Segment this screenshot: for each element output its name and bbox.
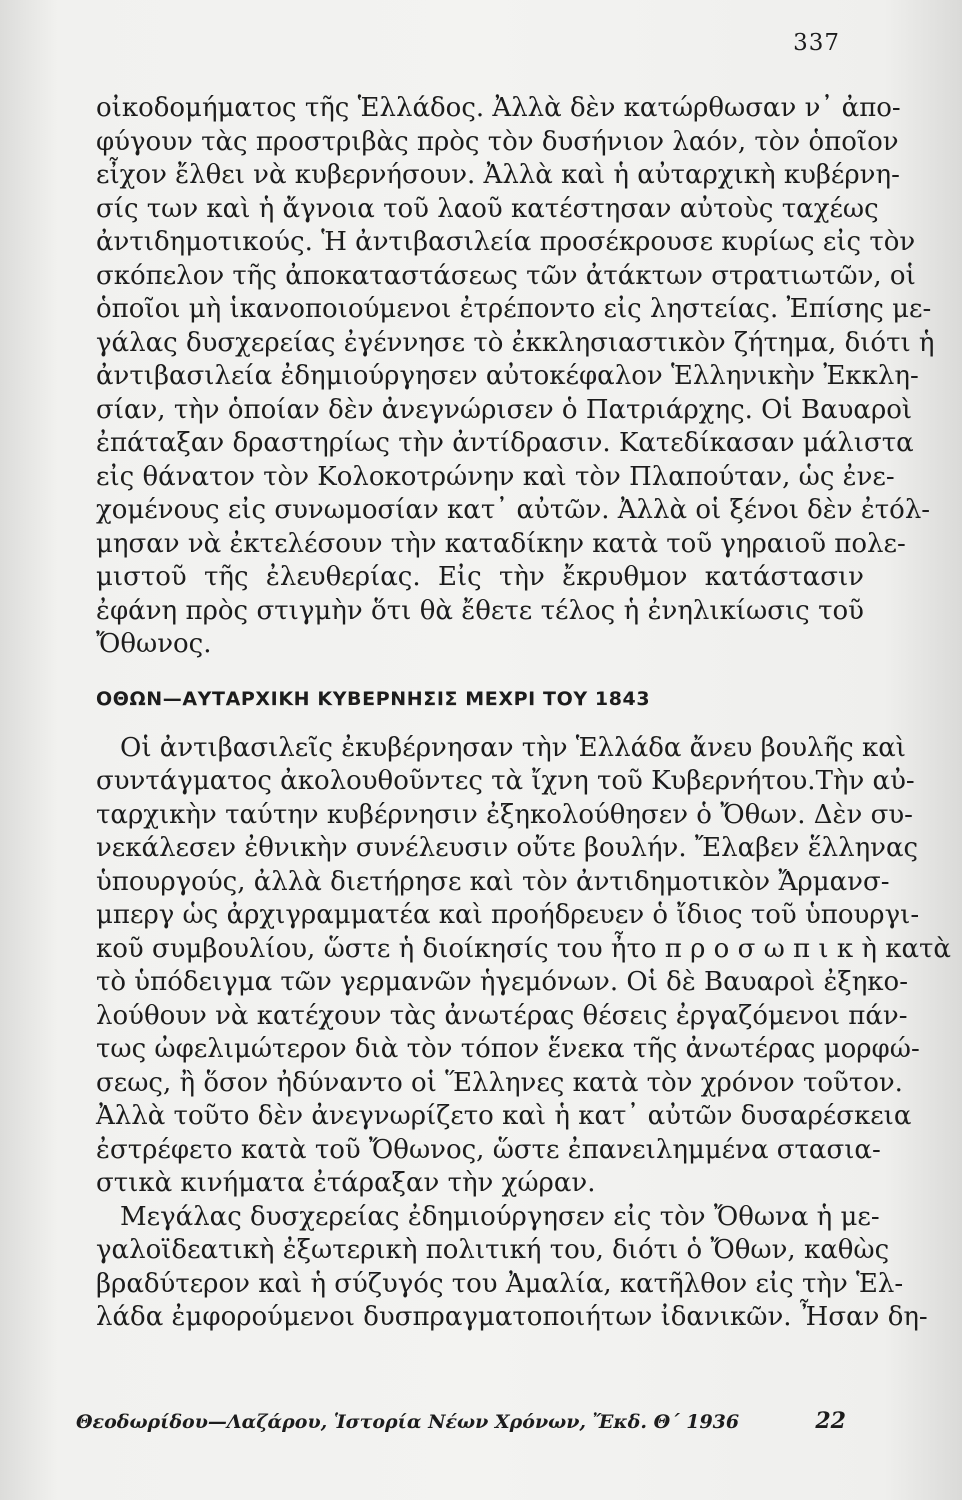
text-line: συντάγματος ἀκολουθοῦντες τὰ ἴχνη τοῦ Κυβερνήτου.Τὴν αὐ-	[96, 766, 915, 796]
text-line: ὑπουργούς, ἀλλὰ διετήρησε καὶ τὸν ἀντιδημοτικὸν Ἄρμανσ-	[96, 866, 890, 897]
paragraph-3	[96, 1201, 928, 1335]
footer-citation: Θεοδωρίδου—Λαζάρου, Ἱστορία Νέων Χρόνων, Ἔκδ. Θ΄ 1936	[76, 1411, 740, 1433]
text-line: Ὄθωνος.	[96, 629, 212, 659]
text-line: μπεργ ὡς ἀρχιγραμματέα καὶ προήδρευεν ὁ ἴδιος τοῦ ὑπουργι-	[96, 900, 920, 930]
paragraph-1	[96, 92, 935, 662]
text-line: τὸ ὑπόδειγμα τῶν γερμανῶν ἡγεμόνων. Οἱ δὲ Βαυαροὶ ἐξηκο-	[96, 967, 908, 997]
text-line: ἀντιβασιλεία ἐδημιούργησεν αὐτοκέφαλον Ἑλληνικὴν Ἐκκλη-	[96, 361, 919, 391]
text-line: εἰς θάνατον τὸν Κολοκοτρώνην καὶ τὸν Πλαπούταν, ὡς ἐνε-	[96, 461, 895, 492]
text-line: φύγουν τὰς προστριβὰς πρὸς τὸν δυσήνιον λαόν, τὸν ὁποῖον	[96, 126, 899, 157]
page-number: 337	[793, 30, 840, 56]
page-footer	[76, 1408, 846, 1434]
text-line: γάλας δυσχερείας ἐγέννησε τὸ ἐκκλησιαστικὸν ζήτημα, διότι ἡ	[96, 327, 935, 358]
text-line: λάδα ἐμφορούμενοι δυσπραγματοποιήτων ἰδανικῶν. Ἦσαν δη-	[96, 1302, 928, 1332]
text-line: βραδύτερον καὶ ἡ σύζυγός του Ἀμαλία, κατῆλθον εἰς τὴν Ἑλ-	[96, 1268, 904, 1299]
text-line: σίς των καὶ ἡ ἄγνοια τοῦ λαοῦ κατέστησαν αὐτοὺς ταχέως	[96, 193, 879, 224]
text-line: ἐπάταξαν δραστηρίως τὴν ἀντίδρασιν. Κατεδίκασαν μάλιστα	[96, 428, 914, 458]
text-line: μησαν νὰ ἐκτελέσουν τὴν καταδίκην κατὰ τοῦ γηραιοῦ πολε-	[96, 528, 906, 559]
text-line: γαλοϊδεατικὴ ἐξωτερικὴ πολιτική του, διότι ὁ Ὄθων, καθὼς	[96, 1235, 890, 1265]
text-line: λούθουν νὰ κατέχουν τὰς ἀνωτέρας θέσεις ἐργαζόμενοι πάν-	[96, 1000, 908, 1031]
paragraph-2	[96, 732, 951, 1201]
text-line: ὁποῖοι μὴ ἱκανοποιούμενοι ἐτρέποντο εἰς ληστείας. Ἐπίσης με-	[96, 294, 932, 324]
body-text	[96, 92, 951, 1335]
text-line: σίαν, τὴν ὁποίαν δὲν ἀνεγνώρισεν ὁ Πατριάρχης. Οἱ Βαυαροὶ	[96, 394, 913, 425]
text-line: ἐφάνη πρὸς στιγμὴν ὅτι θὰ ἔθετε τέλος ἡ ἐνηλικίωσις τοῦ	[96, 595, 864, 626]
text-line: Μεγάλας δυσχερείας ἐδημιούργησεν εἰς τὸν Ὄθωνα ἡ με-	[120, 1201, 880, 1232]
text-line: στικὰ κινήματα ἐτάραξαν τὴν χώραν.	[96, 1168, 596, 1198]
text-line: οἰκοδομήματος τῆς Ἑλλάδος. Ἀλλὰ δὲν κατώρθωσαν ν᾽ ἀπο-	[96, 93, 901, 123]
text-line: ἐστρέφετο κατὰ τοῦ Ὄθωνος, ὥστε ἐπανειλημμένα στασια-	[96, 1134, 881, 1165]
text-line: σκόπελον τῆς ἀποκαταστάσεως τῶν ἀτάκτων στρατιωτῶν, οἱ	[96, 260, 916, 291]
text-line: εἶχον ἔλθει νὰ κυβερνήσουν. Ἀλλὰ καὶ ἡ αὐταρχικὴ κυβέρνη-	[96, 160, 900, 190]
text-line: νεκάλεσεν ἐθνικὴν συνέλευσιν οὔτε βουλήν. Ἔλαβεν ἕλληνας	[96, 833, 919, 863]
text-line: σεως, ἢ ὅσον ἠδύναντο οἱ Ἕλληνες κατὰ τὸν χρόνον τοῦτον.	[96, 1067, 903, 1098]
text-line: χομένους εἰς συνωμοσίαν κατ᾽ αὐτῶν. Ἀλλὰ οἱ ξένοι δὲν ἐτόλ-	[96, 495, 931, 525]
section-heading: ΟΘΩΝ—ΑΥΤΑΡΧΙΚΗ ΚΥΒΕΡΝΗΣΙΣ ΜΕΧΡΙ ΤΟΥ 1843	[96, 687, 651, 710]
signature-mark: 22	[815, 1408, 846, 1434]
text-line: Ἀλλὰ τοῦτο δὲν ἀνεγνωρίζετο καὶ ἡ κατ᾽ αὐτῶν δυσαρέσκεια	[96, 1101, 912, 1131]
text-line: ἀντιδημοτικούς. Ἡ ἀντιβασιλεία προσέκρουσε κυρίως εἰς τὸν	[96, 227, 916, 257]
text-line: τως ὠφελιμώτερον διὰ τὸν τόπον ἕνεκα τῆς ἀνωτέρας μορφώ-	[96, 1034, 920, 1064]
text-line: μιστοῦ τῆς ἐλευθερίας. Εἰς τὴν ἔκρυθμον κατάστασιν	[96, 562, 864, 592]
text-line: Οἱ ἀντιβασιλεῖς ἐκυβέρνησαν τὴν Ἑλλάδα ἄνευ βουλῆς καὶ	[120, 732, 906, 763]
text-line: κοῦ συμβουλίου, ὥστε ἡ διοίκησίς του ἦτο π ρ ο σ ω π ι κ ὴ κατὰ	[96, 933, 951, 964]
text-line: ταρχικὴν ταύτην κυβέρνησιν ἐξηκολούθησεν ὁ Ὄθων. Δὲν συ-	[96, 799, 913, 830]
